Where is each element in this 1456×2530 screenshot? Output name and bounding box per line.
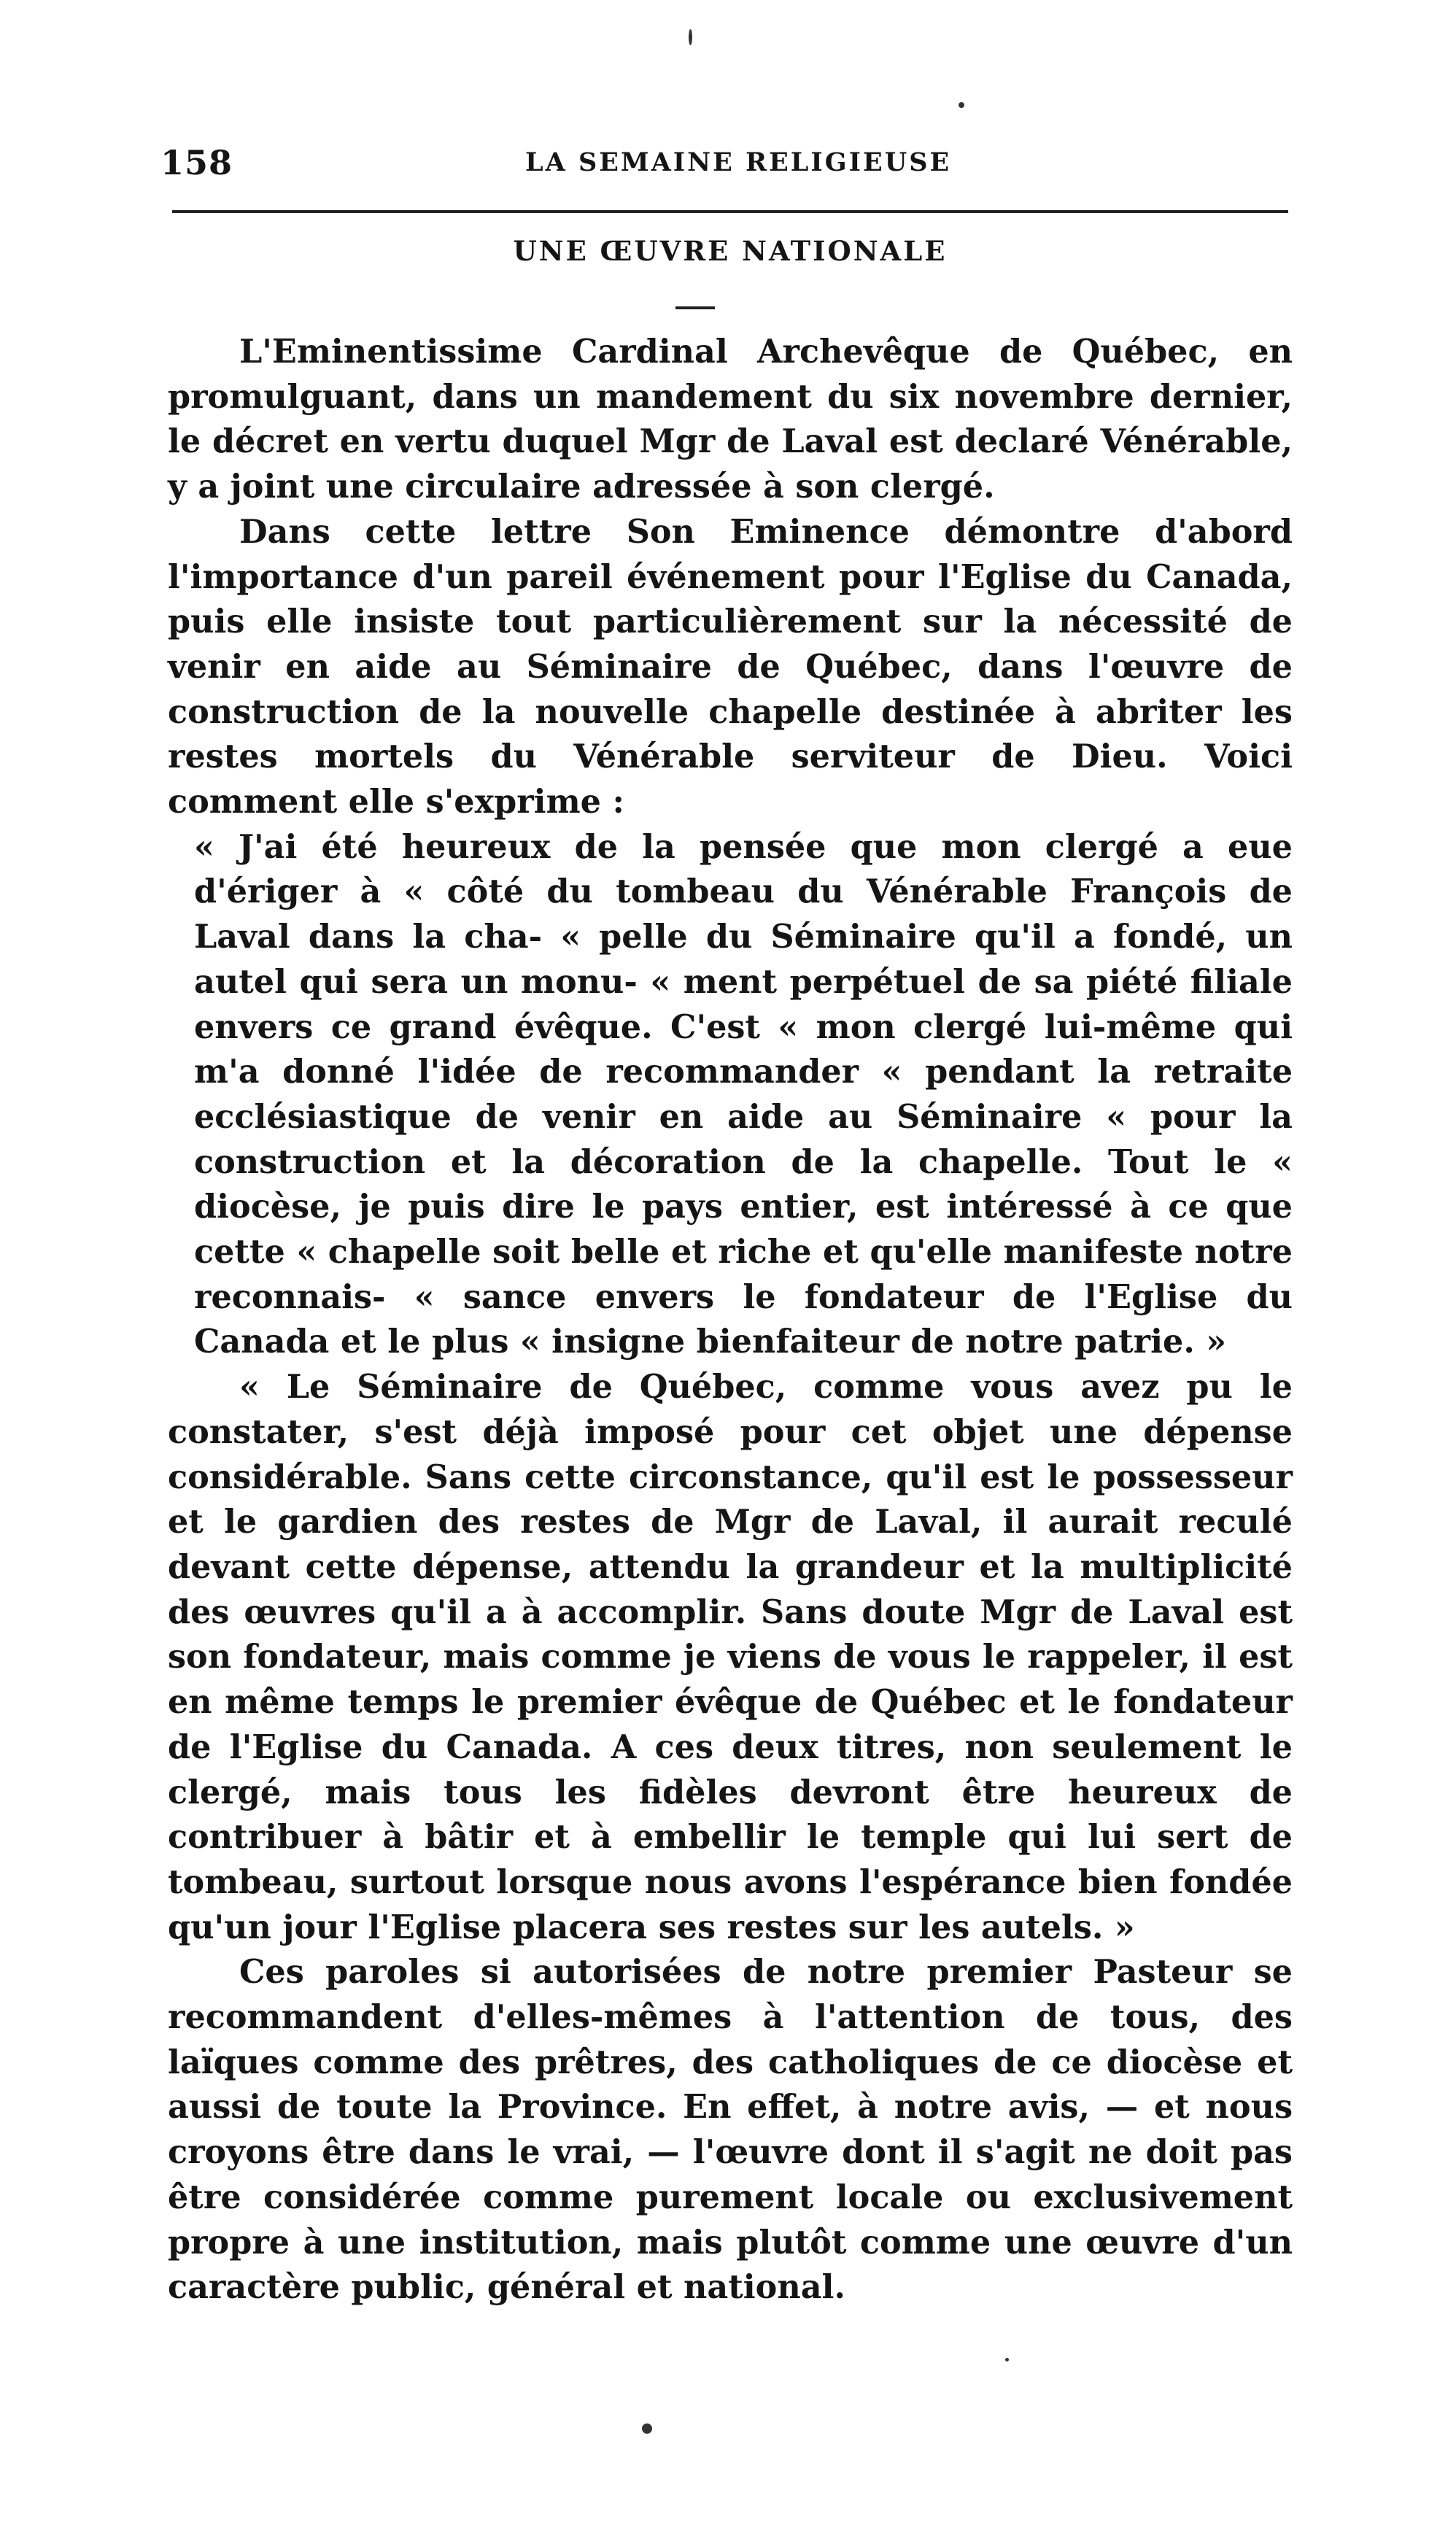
paragraph-2: Dans cette lettre Son Eminence démontre d'abord l'importance d'un pareil événement pour l'Eglise du Canada, puis elle insiste tout particulièrement sur la nécessité de venir en aide au Séminaire de Québec, dans l'œuvre de construction de la nouvelle chapelle destinée à abriter les restes mortels du Vénérable serviteur de Dieu. Voici comment elle s'exprime : (168, 512, 1293, 821)
article-body (168, 330, 1293, 2310)
article-title: UNE ŒUVRE NATIONALE (513, 235, 948, 267)
running-head: LA SEMAINE RELIGIEUSE (525, 147, 952, 177)
page-number: 158 (160, 143, 233, 182)
paragraph-3-quotation: « J'ai été heureux de la pensée que mon clergé a eue d'ériger à « côté du tombeau du Vénérable François de Laval dans la cha- « pelle du Séminaire qu'il a fondé, un autel qui sera un monu- « ment perpétuel de sa piété filiale envers ce grand évêque. C'est « mon clergé lui-même qui m'a donné l'idée de recommander « pendant la retraite ecclésiastique de venir en aide au Séminaire « pour la construction et la décoration de la chapelle. Tout le « diocèse, je puis dire le pays entier, est intéressé à ce que cette « chapelle soit belle et riche et qu'elle manifeste notre reconnais- « sance envers le fondateur de l'Eglise du Canada et le plus « insigne bienfaiteur de notre patrie. » (194, 827, 1293, 1361)
paragraph-5: Ces paroles si autorisées de notre premier Pasteur se recommandent d'elles-mêmes à l'attention de tous, des laïques comme des prêtres, des catholiques de ce diocèse et aussi de toute la Province. En effet, à notre avis, — et nous croyons être dans le vrai, — l'œuvre dont il s'agit ne doit pas être considérée comme purement locale ou exclusivement propre à une institution, mais plutôt comme une œuvre d'un caractère public, général et national. (168, 1953, 1293, 2307)
paragraph-1: L'Eminentissime Cardinal Archevêque de Québec, en promulguant, dans un mandement du six novembre dernier, le décret en vertu duquel Mgr de Laval est declaré Vénérable, y a joint une circulaire adressée à son clergé. (168, 333, 1293, 506)
paragraph-4: « Le Séminaire de Québec, comme vous avez pu le constater, s'est déjà imposé pour cet objet une dépense considérable. Sans cette circonstance, qu'il est le possesseur et le gardien des restes de Mgr de Laval, il aurait reculé devant cette dépense, attendu la grandeur et la multiplicité des œuvres qu'il a à accomplir. Sans doute Mgr de Laval est son fondateur, mais comme je viens de vous le rappeler, il est en même temps le premier évêque de Québec et le fondateur de l'Eglise du Canada. A ces deux titres, non seulement le clergé, mais tous les fidèles devront être heureux de contribuer à bâtir et à embellir le temple qui lui sert de tombeau, surtout lorsque nous avons l'espérance bien fondée qu'un jour l'Eglise placera ses restes sur les autels. » (168, 1368, 1293, 1946)
print-speck (1005, 2358, 1009, 2361)
header-rule (172, 210, 1288, 213)
print-speck (959, 102, 964, 108)
page-header (160, 143, 1298, 194)
print-speck (642, 2423, 652, 2434)
title-separator (675, 306, 715, 309)
print-speck (689, 29, 692, 45)
